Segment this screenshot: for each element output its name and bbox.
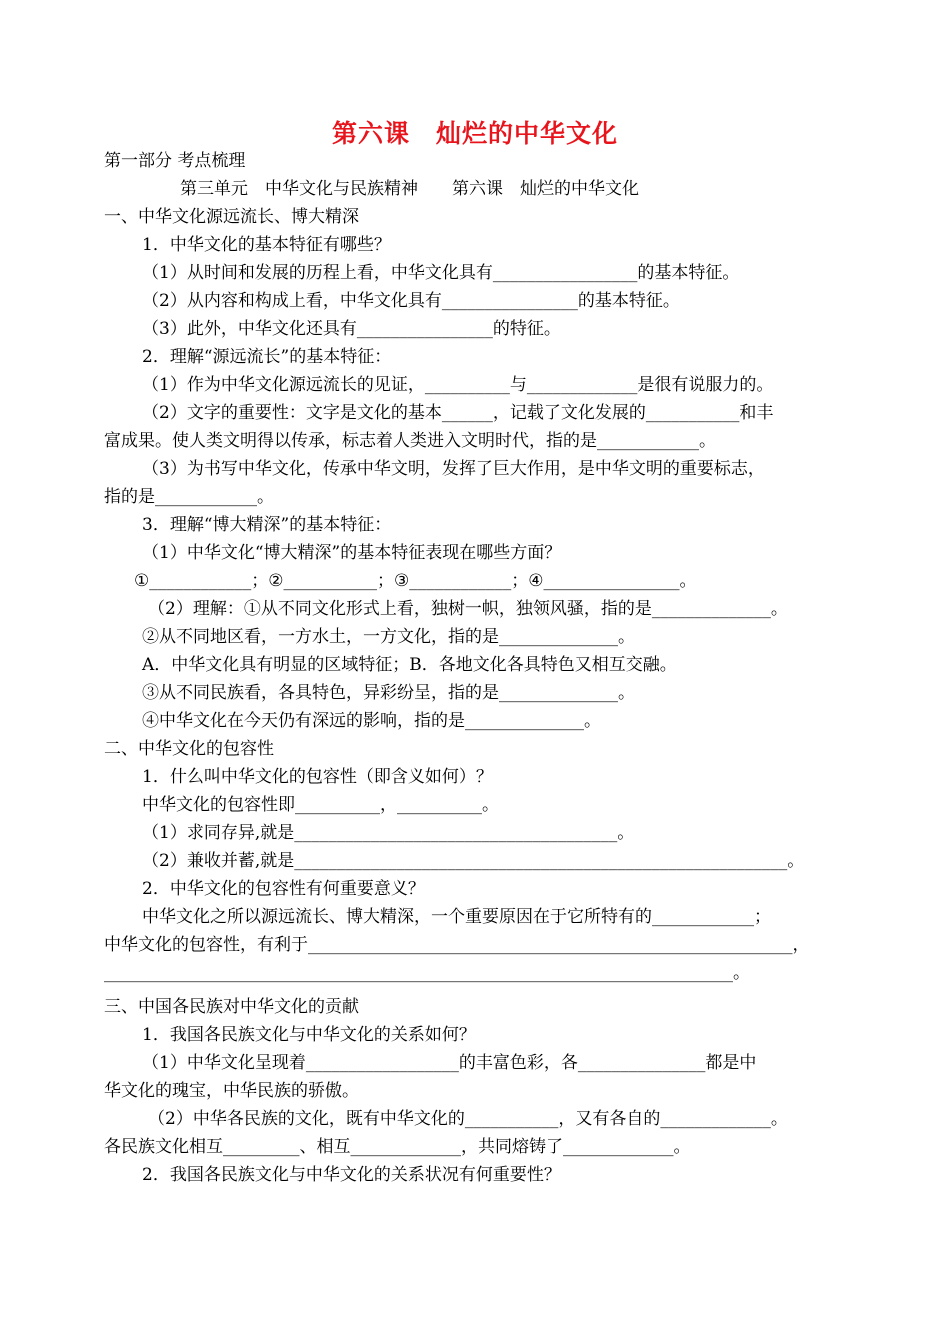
text-line: ③从不同民族看，各具特色，异彩纷呈，指的是______________。 [142, 683, 635, 703]
text-line: （1）从时间和发展的历程上看，中华文化具有_________________的基本特征。 [142, 263, 740, 283]
text-line: 中华文化的包容性，有利于_________________________________________________________， [104, 935, 810, 955]
question-2-1: 1．什么叫中华文化的包容性（即含义如何）？ [142, 767, 493, 787]
section-heading-1: 一、中华文化源远流长、博大精深 [104, 207, 359, 227]
lesson-title: 第六课 灿烂的中华文化 [331, 119, 618, 148]
text-line: A．中华文化具有明显的区域特征；B．各地文化各具特色又相互交融。 [142, 655, 677, 675]
text-line: ②从不同地区看，一方水土，一方文化，指的是______________。 [142, 627, 635, 647]
text-line: ①____________；②___________；③____________；④________________。 [134, 571, 697, 591]
text-line: （2）中华各民族的文化，既有中华文化的___________，又有各自的_____________。 [148, 1109, 788, 1129]
text-line: （1）中华文化呈现着__________________的丰富色彩，各_______________都是中 [142, 1053, 757, 1073]
text-line: 富成果。使人类文明得以传承，标志着人类进入文明时代，指的是____________。 [104, 431, 716, 451]
text-line: 指的是____________。 [104, 487, 274, 507]
text-line: （2）理解：①从不同文化形式上看，独树一帜，独领风骚，指的是______________。 [148, 599, 788, 619]
unit-heading: 第三单元 中华文化与民族精神 第六课 灿烂的中华文化 [180, 179, 639, 199]
question-2-2: 2．中华文化的包容性有何重要意义？ [142, 879, 425, 899]
text-line: （3）此外，中华文化还具有________________的特征。 [142, 319, 561, 339]
question-3-1: 1．我国各民族文化与中华文化的关系如何？ [142, 1025, 476, 1045]
question-1-3: 3．理解“博大精深”的基本特征： [142, 515, 392, 535]
text-line: （2）兼收并蓄,就是__________________________________________________________。 [142, 851, 805, 871]
section-heading-3: 三、中国各民族对中华文化的贡献 [104, 997, 359, 1017]
text-line: （1）中华文化“博大精深”的基本特征表现在哪些方面？ [142, 543, 562, 563]
section-heading-2: 二、中华文化的包容性 [104, 739, 274, 759]
text-line: （1）作为中华文化源远流长的见证，__________与_____________是很有说服力的。 [142, 375, 774, 395]
question-1-2: 2．理解“源远流长”的基本特征： [142, 347, 392, 367]
text-line: 华文化的瑰宝，中华民族的骄傲。 [104, 1081, 359, 1101]
part-heading: 第一部分 考点梳理 [104, 151, 246, 171]
text-line: __________________________________________________________________________。 [104, 963, 750, 983]
text-line: （1）求同存异,就是______________________________________。 [142, 823, 635, 843]
question-3-2: 2．我国各民族文化与中华文化的关系状况有何重要性？ [142, 1165, 561, 1185]
text-line: （2）文字的重要性：文字是文化的基本______，记载了文化发展的___________和丰 [142, 403, 774, 423]
text-line: 各民族文化相互_________、相互_____________，共同熔铸了_____________。 [104, 1137, 691, 1157]
text-line: 中华文化之所以源远流长、博大精深，一个重要原因在于它所特有的____________； [142, 907, 771, 927]
question-1-1: 1．中华文化的基本特征有哪些？ [142, 235, 391, 255]
text-line: 中华文化的包容性即__________，__________。 [142, 795, 499, 815]
text-line: （3）为书写中华文化，传承中华文明，发挥了巨大作用，是中华文明的重要标志， [142, 459, 765, 479]
text-line: （2）从内容和构成上看，中华文化具有________________的基本特征。 [142, 291, 680, 311]
text-line: ④中华文化在今天仍有深远的影响，指的是______________。 [142, 711, 601, 731]
